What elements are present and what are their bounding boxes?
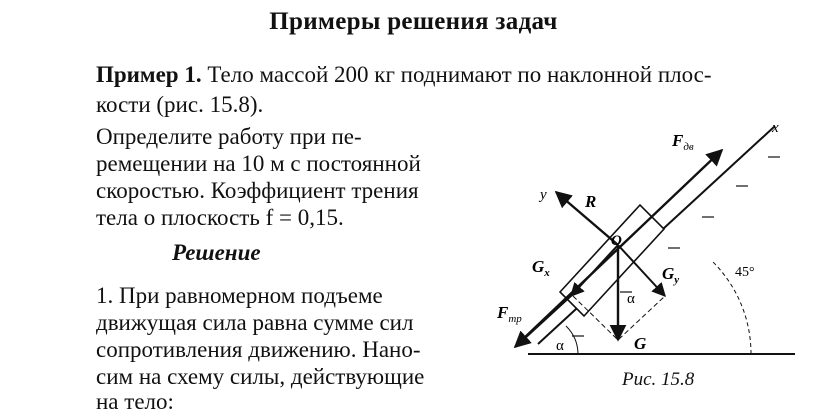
task-line: ремещении на 10 м с постоянной xyxy=(96,151,421,176)
task-line: тела о плоскость f = 0,15. xyxy=(96,205,344,230)
example-label: Пример 1. xyxy=(96,62,202,87)
solution-line: сим на схему силы, действующие xyxy=(96,364,425,389)
solution-line: на тело: xyxy=(96,389,174,414)
y-axis-label: y xyxy=(540,187,547,203)
figure-caption: Рис. 15.8 xyxy=(622,369,695,390)
example-text-line2: кости (рис. 15.8). xyxy=(96,92,264,117)
friction-force-label: $F_{тр}$ xyxy=(497,303,522,325)
alpha-base-label: α xyxy=(556,338,564,354)
body-block xyxy=(560,205,664,316)
solution-line: движущая сила равна сумме сил xyxy=(96,310,414,335)
alpha-arc xyxy=(566,326,578,354)
solution-heading: Решение xyxy=(172,240,261,265)
example-text-line1: Тело массой 200 кг поднимают по наклонной плос- xyxy=(207,62,712,87)
example-intro xyxy=(96,62,712,88)
force-diagram-svg xyxy=(470,110,820,410)
task-line: Определите работу при пе- xyxy=(96,124,362,149)
angle-label: 45° xyxy=(735,265,755,280)
section-heading: Примеры решения задач xyxy=(269,8,558,35)
gx-label: $G_x$ xyxy=(532,257,550,279)
normal-force-label: R xyxy=(585,192,597,211)
solution-line: 1. При равномерном подъеме xyxy=(96,283,383,308)
alpha-inner-label: α xyxy=(627,291,635,307)
origin-label: O xyxy=(611,233,622,249)
solution-line: сопротивления движению. Нано- xyxy=(96,337,421,362)
force-diagram xyxy=(470,110,820,410)
driving-force-label: $F_{дв}$ xyxy=(672,131,694,153)
x-axis-label: x xyxy=(772,120,779,136)
gravity-label: G xyxy=(634,334,647,353)
task-line: скоростью. Коэффициент трения xyxy=(96,178,419,203)
gy-label: $G_y$ xyxy=(662,264,680,286)
